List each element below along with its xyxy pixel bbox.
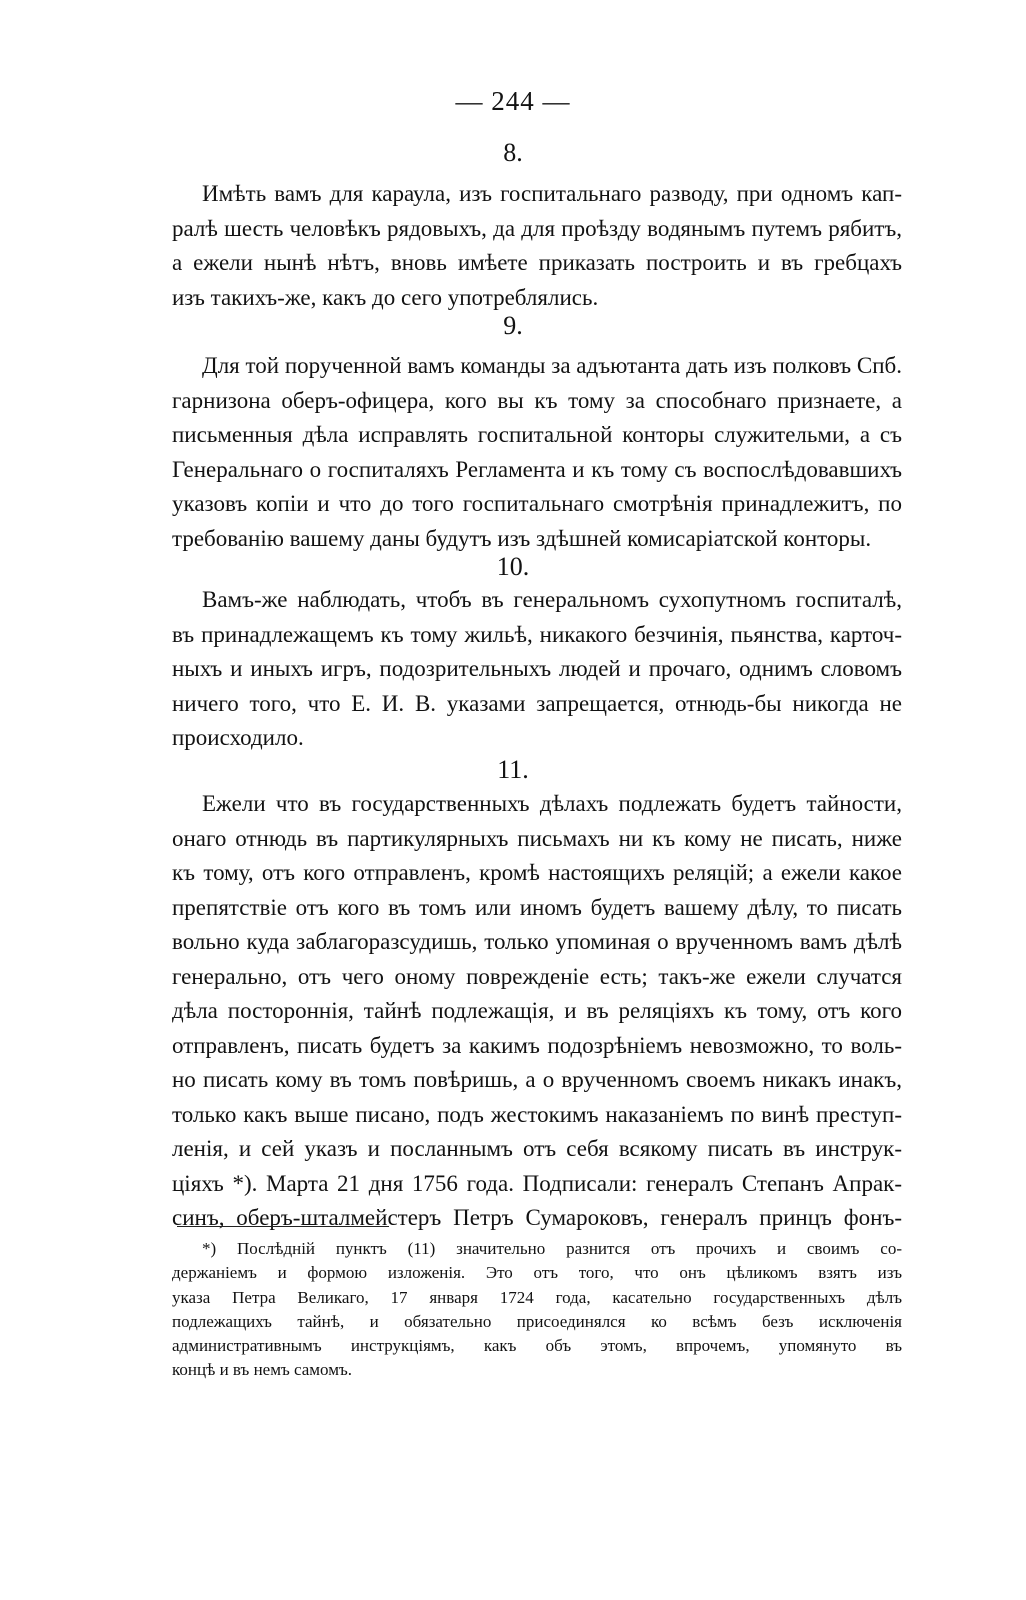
text-line: дѣла постороннія, тайнѣ подлежащія, и въ реляціяхъ къ тому, отъ кого xyxy=(172,998,902,1023)
text-line: вольно куда заблагоразсудишь, только упоминая о врученномъ вамъ дѣлѣ xyxy=(172,929,902,954)
section-paragraph xyxy=(172,787,902,1236)
text-line: письменныя дѣла исправлять госпитальной конторы служительми, а съ xyxy=(172,422,902,447)
text-line: въ принадлежащемъ къ тому жильѣ, никакого безчинія, пьянства, карточ- xyxy=(172,621,902,647)
section-number: 11. xyxy=(497,755,529,784)
text-line: препятствіе отъ кого въ томъ или иномъ будетъ вашему дѣлу, то писать xyxy=(172,894,902,920)
footnote-line: концѣ и въ немъ самомъ. xyxy=(172,1360,353,1380)
section-number: 9. xyxy=(503,311,523,340)
footnote-line: держаніемъ и формою изложенія. Это отъ того, что онъ цѣликомъ взятъ изъ xyxy=(172,1263,902,1283)
text-line: онаго отнюдь въ партикулярныхъ письмахъ ни къ кому не писать, ниже xyxy=(172,825,902,851)
text-line: но писать кому въ томъ повѣришь, а о врученномъ своемъ никакъ инакъ, xyxy=(172,1067,902,1092)
section-paragraph xyxy=(172,583,902,756)
text-line: Вамъ-же наблюдать, чтобъ въ генеральномъ сухопутномъ госпиталѣ, xyxy=(202,587,902,612)
text-line: Генеральнаго о госпиталяхъ Регламента и къ тому съ воспослѣдовавшихъ xyxy=(172,456,902,482)
footnote-line: административнымъ инструкціямъ, какъ объ этомъ, впрочемъ, упомянуто въ xyxy=(172,1336,902,1356)
text-line: къ тому, отъ кого отправленъ, кромѣ настоящихъ реляцій; а ежели какое xyxy=(172,860,902,885)
footnote-line: подлежащихъ тайнѣ, и обязательно присоединялся ко всѣмъ безъ исключенія xyxy=(172,1311,902,1331)
footnote-line: указа Петра Великаго, 17 января 1724 года, касательно государственныхъ дѣлъ xyxy=(172,1287,902,1307)
text-line: Для той порученной вамъ команды за адъютанта дать изъ полковъ Спб. xyxy=(202,353,902,378)
page-number: — 244 — xyxy=(455,86,571,116)
footnote xyxy=(172,1237,902,1383)
section-number: 10. xyxy=(496,552,530,581)
section-number: 8. xyxy=(503,138,523,167)
text-line: синъ, оберъ-шталмейстеръ Петръ Сумароковъ, генералъ принцъ фонъ- xyxy=(172,1205,902,1230)
text-line: ралѣ шесть человѣкъ рядовыхъ, да для проѣзду водянымъ путемъ рябитъ, xyxy=(172,215,902,241)
text-line: Ежели что въ государственныхъ дѣлахъ подлежать будетъ тайности, xyxy=(202,791,902,816)
text-line: отправленъ, писать будетъ за какимъ подозрѣніемъ невозможно, то воль- xyxy=(172,1032,902,1058)
text-line: гарнизона оберъ-офицера, кого вы къ тому за способнаго признаете, а xyxy=(172,387,902,413)
text-line: происходило. xyxy=(172,725,304,750)
text-line: указовъ копіи и что до того госпитальнаго смотрѣнія принадлежитъ, по xyxy=(172,491,902,516)
text-line: ленія, и сей указъ и посланнымъ отъ себя всякому писать въ инструк- xyxy=(172,1136,902,1161)
text-line: ныхъ и иныхъ игръ, подозрительныхъ людей и прочаго, однимъ словомъ xyxy=(172,656,902,681)
footnote-line: *) Послѣдній пунктъ (11) значительно разнится отъ прочихъ и своимъ со- xyxy=(202,1239,902,1258)
text-line: ничего того, что Е. И. В. указами запрещается, отнюдь-бы никогда не xyxy=(172,690,902,716)
section-paragraph xyxy=(172,349,902,556)
footnote-divider xyxy=(177,1226,389,1227)
section-paragraph xyxy=(172,177,902,315)
text-line: изъ такихъ-же, какъ до сего употреблялись. xyxy=(172,284,599,310)
text-line: только какъ выше писано, подъ жестокимъ наказаніемъ по винѣ преступ- xyxy=(172,1101,902,1127)
text-line: а ежели нынѣ нѣтъ, вновь имѣете приказать построить и въ гребцахъ xyxy=(172,250,902,275)
text-line: ціяхъ *). Марта 21 дня 1756 года. Подписали: генералъ Степанъ Апрак- xyxy=(172,1170,902,1196)
text-line: Имѣть вамъ для караула, изъ госпитальнаго разводу, при одномъ кап- xyxy=(202,181,902,206)
text-line: требованію вашему даны будутъ изъ здѣшней комисаріатской конторы. xyxy=(172,525,872,551)
text-line: генерально, отъ чего оному поврежденіе есть; такъ-же ежели случатся xyxy=(172,963,902,989)
